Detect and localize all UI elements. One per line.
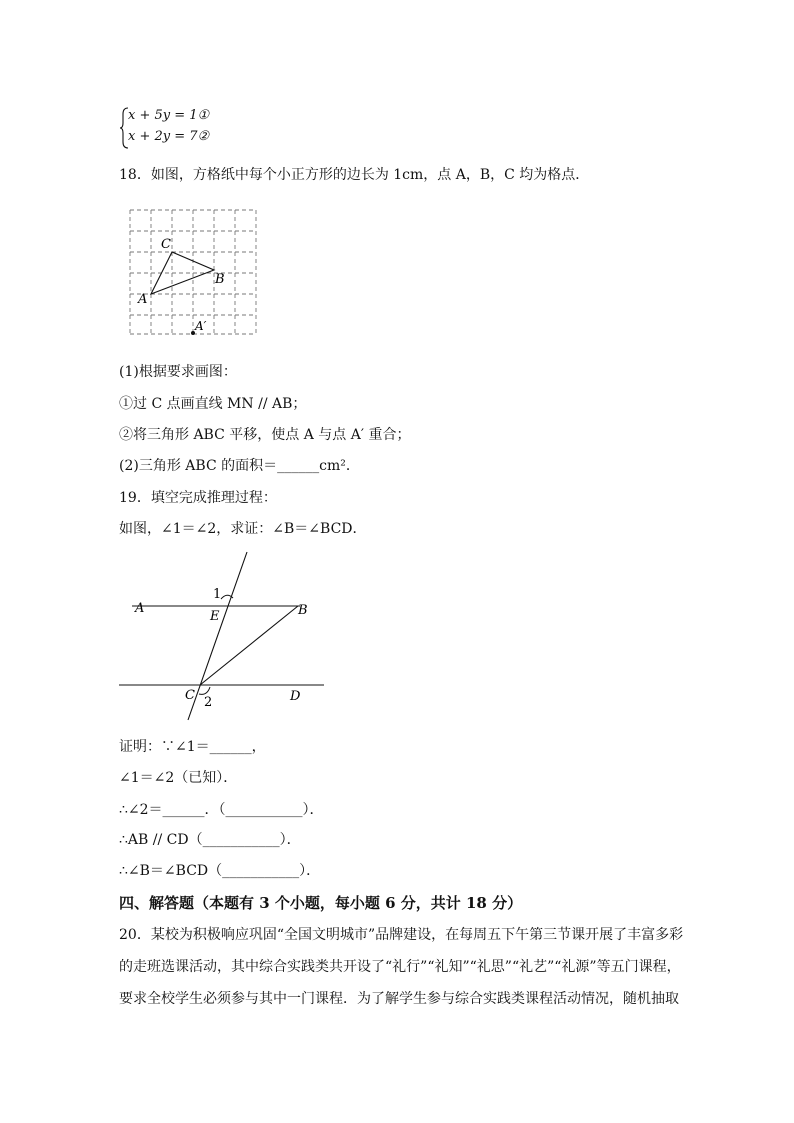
label-b: B [215,272,225,287]
q18-stem: 18．如图，方格纸中每个小正方形的边长为 1cm，点 A，B，C 均为格点． [119,167,590,183]
q19-figure [115,548,345,728]
grid-lines [130,210,256,334]
equation-1: x + 5y = 1① [128,108,210,123]
label-b: B [298,603,308,618]
proof-line-1: 证明：∵∠1＝______， [119,739,266,755]
q18-part1-a: ①过 C 点画直线 MN // AB； [119,396,307,412]
q20-line-2: 的走班选课活动，其中综合实践类共开设了“礼行”“礼知”“礼思”“礼艺”“礼源”等五门课程， [119,959,681,975]
q20-line-3: 要求全校学生必须参与其中一门课程．为了解学生参与综合实践类课程活动情况，随机抽取 [119,991,679,1007]
angle-2-arc [199,687,210,694]
transversal [188,552,247,720]
label-angle-2: 2 [204,695,213,710]
q18-part1-b: ②将三角形 ABC 平移，使点 A 与点 A′ 重合； [119,427,411,443]
proof-line-2: ∠1＝∠2（已知）． [119,770,238,786]
equation-system [119,106,259,150]
equation-2: x + 2y = 7② [128,129,210,144]
label-a-prime: A′ [195,319,207,333]
q18-part1-title: (1)根据要求画图： [119,364,237,380]
label-d: D [290,689,301,704]
q18-grid-figure [120,200,260,340]
label-angle-1: 1 [213,587,222,602]
label-e: E [210,609,220,624]
label-c: C [185,688,195,703]
label-a: A [135,601,145,616]
proof-line-4: ∴AB // CD（___________）． [119,832,301,848]
label-c: C [161,237,171,252]
q19-given: 如图，∠1＝∠2，求证：∠B＝∠BCD． [119,521,367,537]
proof-line-5: ∴∠B＝∠BCD（___________）． [119,863,321,879]
q20-line-1: 20．某校为积极响应巩固“全国文明城市”品牌建设，在每周五下午第三节课开展了丰富多彩 [119,927,684,943]
q18-part2: (2)三角形 ABC 的面积＝______cm²． [119,458,360,474]
q19-stem: 19．填空完成推理过程： [119,490,277,506]
proof-line-3: ∴∠2＝______．（___________）． [119,802,324,818]
label-a: A [138,292,148,307]
section-heading: 四、解答题（本题有 3 个小题，每小题 6 分，共计 18 分） [119,894,523,912]
